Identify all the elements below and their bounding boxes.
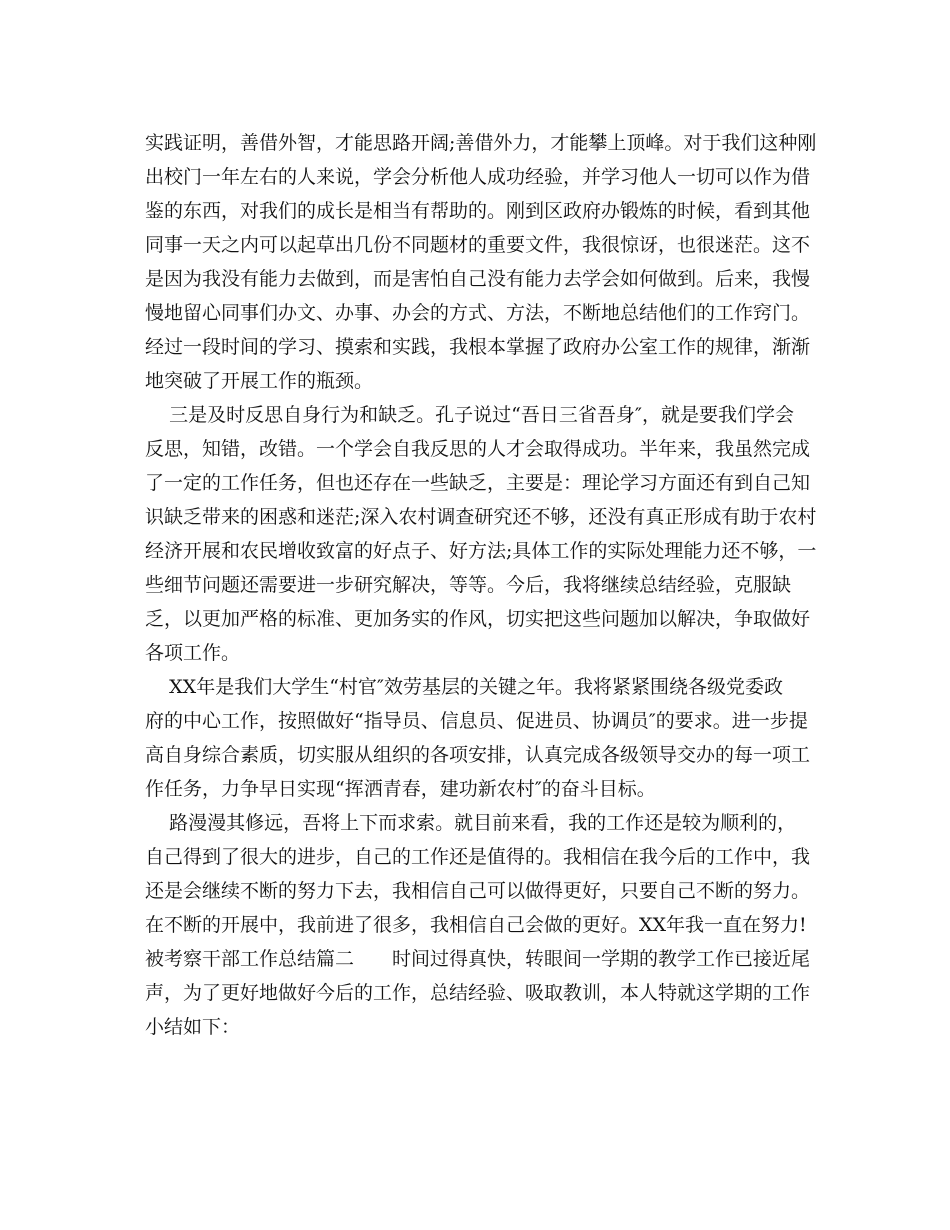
text-line: 地突破了开展工作的瓶颈。	[145, 370, 374, 392]
text-line: 些细节问题还需要进一步研究解决，等等。今后，我将继续总结经验，克服缺	[145, 574, 792, 596]
text-line: 经济开展和农民增收致富的好点子、好方法;具体工作的实际处理能力还不够，一	[145, 540, 817, 562]
text-line: XX年是我们大学生“村官″效劳基层的关键之年。我将紧紧围绕各级党委政	[145, 676, 784, 698]
text-line: 同事一天之内可以起草出几份不同题材的重要文件，我很惊讶，也很迷茫。这不	[145, 234, 811, 256]
text-line: 声，为了更好地做好今后的工作，总结经验、吸取教训，本人特就这学期的工作	[145, 982, 811, 1004]
text-line: 还是会继续不断的努力下去，我相信自己可以做得更好，只要自己不断的努力。	[145, 880, 811, 902]
text-line: 自己得到了很大的进步，自己的工作还是值得的。我相信在我今后的工作中，我	[145, 846, 811, 868]
text-line: 慢地留心同事们办文、办事、办会的方式、方法，不断地总结他们的工作窍门。	[145, 302, 811, 324]
text-line: 被考察干部工作总结篇二 时间过得真快，转眼间一学期的教学工作已接近尾	[145, 948, 811, 970]
text-line: 作任务，力争早日实现“挥洒青春，建功新农村″的奋斗目标。	[145, 778, 656, 800]
text-line: 实践证明，善借外智，才能思路开阔;善借外力，才能攀上顶峰。对于我们这种刚	[145, 132, 817, 154]
text-line: 是因为我没有能力去做到，而是害怕自己没有能力去学会如何做到。后来，我慢	[145, 268, 811, 290]
text-line: 在不断的开展中，我前进了很多，我相信自己会做的更好。XX年我一直在努力!	[145, 914, 807, 936]
text-line: 出校门一年左右的人来说，学会分析他人成功经验，并学习他人一切可以作为借	[145, 166, 811, 188]
text-line: 三是及时反思自身行为和缺乏。孔子说过“吾日三省吾身″，就是要我们学会	[145, 404, 794, 426]
text-line: 经过一段时间的学习、摸索和实践，我根本掌握了政府办公室工作的规律，渐渐	[145, 336, 811, 358]
text-line: 鉴的东西，对我们的成长是相当有帮助的。刚到区政府办锻炼的时候，看到其他	[145, 200, 811, 222]
document-body	[145, 126, 817, 1044]
text-line: 识缺乏带来的困惑和迷茫;深入农村调查研究还不够，还没有真正形成有助于农村	[145, 506, 817, 528]
text-line: 高自身综合素质，切实服从组织的各项安排，认真完成各级领导交办的每一项工	[145, 744, 811, 766]
text-line: 府的中心工作，按照做好“指导员、信息员、促进员、协调员″的要求。进一步提	[145, 710, 808, 732]
text-line: 乏，以更加严格的标准、更加务实的作风，切实把这些问题加以解决，争取做好	[145, 608, 811, 630]
text-line: 各项工作。	[145, 642, 241, 664]
text-line: 小结如下：	[145, 1016, 241, 1038]
text-line: 反思，知错，改错。一个学会自我反思的人才会取得成功。半年来，我虽然完成	[145, 438, 811, 460]
text-line: 路漫漫其修远，吾将上下而求索。就目前来看，我的工作还是较为顺利的，	[145, 812, 797, 834]
text-line: 了一定的工作任务，但也还存在一些缺乏，主要是：理论学习方面还有到自己知	[145, 472, 811, 494]
